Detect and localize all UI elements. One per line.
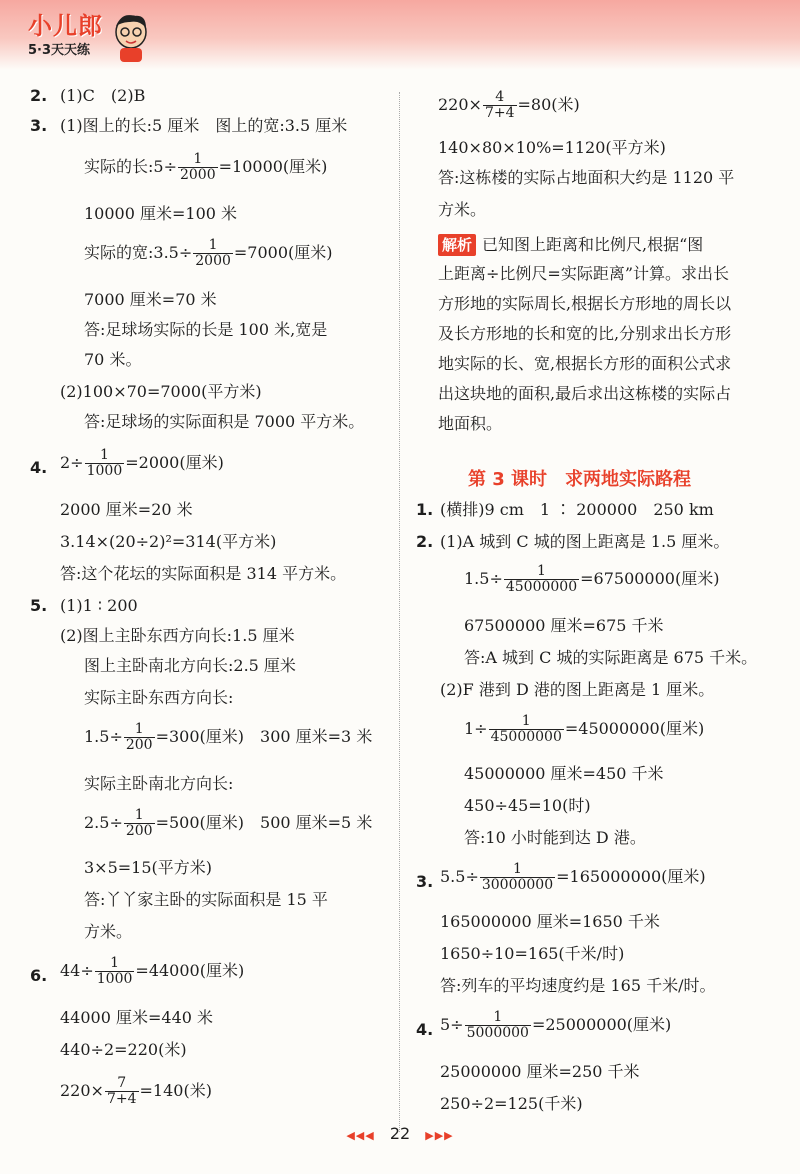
fraction-denominator: 45000000 [490, 729, 562, 745]
answer-line [440, 532, 729, 552]
answer-line [84, 204, 237, 224]
line-text: 45000000 厘米=450 千米 [464, 764, 664, 783]
fraction-numerator: 1 [193, 151, 203, 167]
answer-line [84, 238, 333, 269]
answer-line [438, 294, 731, 314]
fraction-numerator: 1 [110, 955, 120, 971]
line-text: 实际的宽:3.5÷ [84, 243, 193, 262]
answer-line [440, 500, 714, 520]
line-result: =25000000(厘米) [531, 1015, 672, 1034]
answer-line [438, 324, 731, 344]
line-text: 5÷ [440, 1015, 464, 1034]
question-number [30, 116, 47, 136]
fraction-numerator: 1 [537, 563, 546, 579]
page-header [0, 0, 800, 70]
line-text: (1)A 城到 C 城的图上距离是 1.5 厘米。 [440, 532, 730, 551]
line-text: 2. [416, 532, 434, 551]
answer-line [60, 1040, 187, 1060]
fraction [489, 714, 564, 745]
line-text: 2÷ [60, 453, 84, 472]
line-text: 44000 厘米=440 米 [60, 1008, 214, 1027]
answer-line [60, 448, 224, 479]
line-text: 实际的长:5÷ [84, 157, 177, 176]
answer-line [84, 412, 364, 432]
fraction-denominator: 2000 [179, 167, 216, 183]
line-text: 165000000 厘米=1650 千米 [440, 912, 660, 931]
line-text: 答:这栋楼的实际占地面积大约是 1120 平 [438, 168, 735, 187]
answer-line [60, 532, 276, 552]
line-text: 1. [416, 500, 434, 519]
line-text: 图上主卧南北方向长:2.5 厘米 [84, 656, 296, 675]
line-text: 方米。 [438, 200, 487, 219]
line-result: =10000(厘米) [218, 157, 328, 176]
line-text: (2)图上主卧东西方向长:1.5 厘米 [60, 626, 295, 645]
line-text: 2.5÷ [84, 813, 123, 832]
answer-line [84, 320, 327, 340]
answer-line [84, 290, 217, 310]
line-text: 答:A 城到 C 城的实际距离是 675 千米。 [464, 648, 758, 667]
line-result: =165000000(厘米) [556, 867, 706, 886]
column-divider [399, 92, 400, 1132]
line-text: 实际主卧南北方向长: [84, 774, 234, 793]
line-result: =7000(厘米) [233, 243, 333, 262]
line-result: =140(米) [139, 1081, 212, 1100]
answer-line [84, 688, 233, 708]
line-text: 出这块地的面积,最后求出这栋楼的实际占 [438, 384, 732, 403]
fraction-numerator: 1 [521, 713, 531, 729]
answer-line [438, 384, 731, 404]
fraction-numerator: 1 [208, 237, 218, 253]
line-text: 及长方形地的长和宽的比,分别求出长方形 [438, 324, 732, 343]
line-text: 答:足球场的实际面积是 7000 平方米。 [84, 412, 365, 431]
line-text: 67500000 厘米=675 千米 [464, 616, 664, 635]
answer-line [60, 956, 244, 987]
fraction [124, 722, 155, 753]
answer-line [438, 168, 734, 188]
fraction-numerator: 1 [513, 861, 522, 877]
line-result: =2000(厘米) [125, 453, 224, 472]
page-number: 22 [389, 1124, 411, 1143]
line-text: 1÷ [464, 719, 488, 738]
line-text: 140×80×10%=1120(平方米) [438, 138, 666, 157]
answer-line [438, 234, 703, 256]
line-text: (1)1 ∶ 200 [60, 596, 138, 615]
line-text: 6. [30, 966, 48, 985]
fraction [465, 1010, 531, 1041]
answer-line [84, 350, 141, 370]
line-text: 1.5÷ [464, 569, 503, 588]
answer-line [440, 976, 716, 996]
line-text: 4. [30, 458, 48, 477]
fraction [480, 862, 555, 893]
next-arrows-icon: ▶▶▶ [425, 1129, 454, 1142]
line-text: 方米。 [84, 922, 133, 941]
line-text: 地实际的长、宽,根据长方形的面积公式求 [438, 354, 732, 373]
line-text: 答:丫丫家主卧的实际面积是 15 平 [84, 890, 328, 909]
fraction [124, 808, 155, 839]
line-text: 25000000 厘米=250 千米 [440, 1062, 640, 1081]
question-number [416, 872, 433, 892]
line-text: 答:这个花坛的实际面积是 314 平方米。 [60, 564, 347, 583]
question-number [30, 596, 47, 616]
answer-line [84, 656, 296, 676]
answer-line [464, 828, 646, 848]
line-text: 实际主卧东西方向长: [84, 688, 234, 707]
line-text: 70 米。 [84, 350, 142, 369]
fraction [105, 1076, 139, 1107]
fraction [95, 956, 135, 987]
line-text: 250÷2=125(千米) [440, 1094, 583, 1113]
answer-line [438, 200, 486, 220]
line-text: 答:10 小时能到达 D 港。 [464, 828, 646, 847]
line-text: 5. [30, 596, 48, 615]
line-text: 7000 厘米=70 米 [84, 290, 217, 309]
page-footer [0, 1124, 800, 1143]
answer-line [438, 138, 666, 158]
fraction-denominator: 2000 [195, 253, 231, 269]
answer-line [84, 774, 233, 794]
answer-line [84, 922, 132, 942]
answer-line [464, 564, 719, 595]
line-text: 4. [416, 1020, 434, 1039]
fraction-numerator: 1 [99, 447, 109, 463]
line-text: 220× [60, 1081, 104, 1100]
brand-main: 小儿郎 [28, 12, 103, 40]
line-text: 44÷ [60, 961, 94, 980]
fraction-denominator: 5000000 [466, 1025, 529, 1041]
fraction-denominator: 1000 [86, 463, 123, 479]
answer-line [464, 648, 757, 668]
answer-line [84, 722, 372, 753]
answer-line [438, 354, 731, 374]
question-number [416, 500, 433, 520]
fraction [178, 152, 218, 183]
question-number [416, 1020, 433, 1040]
fraction-denominator: 7+4 [106, 1091, 137, 1107]
line-text: 3.14×(20÷2)²=314(平方米) [60, 532, 277, 551]
line-text: 上距离÷比例尺=实际距离”计算。求出长 [438, 264, 729, 283]
fraction-denominator: 200 [125, 737, 153, 753]
line-result: =300(厘米) 300 厘米=3 米 [155, 727, 373, 746]
answer-line [440, 1062, 640, 1082]
answer-line [84, 808, 372, 839]
section-title: 第 3 课时 求两地实际路程 [468, 469, 692, 490]
brand-logo [28, 6, 103, 58]
line-text: 5.5÷ [440, 867, 479, 886]
line-text: 3. [416, 872, 434, 891]
line-text: 3×5=15(平方米) [84, 858, 213, 877]
answer-line [60, 1076, 212, 1107]
line-result: =500(厘米) 500 厘米=5 米 [155, 813, 373, 832]
line-text: 1650÷10=165(千米/时) [440, 944, 625, 963]
answer-line [440, 680, 714, 700]
question-number [30, 966, 47, 986]
answer-line [464, 616, 664, 636]
fraction-denominator: 45000000 [505, 579, 578, 595]
line-result: =44000(厘米) [135, 961, 245, 980]
answer-line [60, 116, 347, 136]
line-text: 1.5÷ [84, 727, 123, 746]
fraction-numerator: 7 [117, 1075, 127, 1091]
fraction-numerator: 1 [134, 721, 144, 737]
line-text: 地面积。 [438, 414, 503, 433]
line-text: (1)图上的长:5 厘米 图上的宽:3.5 厘米 [60, 116, 348, 135]
line-result: =45000000(厘米) [564, 719, 705, 738]
question-number [30, 458, 47, 478]
answer-line [60, 1008, 213, 1028]
line-text: (横排)9 cm 1 ∶ 200000 250 km [440, 500, 714, 519]
fraction [193, 238, 233, 269]
answer-line [440, 1094, 583, 1114]
answer-line [440, 862, 706, 893]
fraction [483, 90, 517, 121]
line-result: =80(米) [517, 95, 580, 114]
analysis-tag: 解析 [438, 234, 476, 256]
fraction-numerator: 1 [493, 1009, 503, 1025]
line-text: (1)C (2)B [60, 86, 146, 105]
line-text: 220× [438, 95, 482, 114]
line-text: 方形地的实际周长,根据长方形地的周长以 [438, 294, 732, 313]
answer-line [60, 382, 262, 402]
fraction-numerator: 4 [495, 89, 505, 105]
line-text: (2)100×70=7000(平方米) [60, 382, 262, 401]
line-text: 10000 厘米=100 米 [84, 204, 238, 223]
answer-line [84, 152, 327, 183]
question-number [30, 86, 47, 106]
fraction-denominator: 7+4 [484, 105, 515, 121]
question-number [416, 532, 433, 552]
answer-line [440, 912, 660, 932]
line-text: 已知图上距离和比例尺,根据“图 [482, 235, 704, 254]
answer-line [60, 500, 193, 520]
mascot-icon [110, 12, 152, 64]
answer-line [440, 1010, 671, 1041]
answer-line [464, 796, 591, 816]
line-text: 2000 厘米=20 米 [60, 500, 193, 519]
answer-line [438, 264, 729, 284]
answer-line [440, 944, 624, 964]
answer-line [84, 858, 212, 878]
fraction-numerator: 1 [134, 807, 144, 823]
line-text: 2. [30, 86, 48, 105]
answer-line [464, 714, 704, 745]
line-text: 答:足球场实际的长是 100 米,宽是 [84, 320, 328, 339]
fraction-denominator: 30000000 [481, 877, 554, 893]
prev-arrows-icon: ◀◀◀ [346, 1129, 375, 1142]
line-text: 答:列车的平均速度约是 165 千米/时。 [440, 976, 716, 995]
line-text: 450÷45=10(时) [464, 796, 591, 815]
answer-line [60, 596, 138, 616]
line-text: 440÷2=220(米) [60, 1040, 187, 1059]
answer-line [438, 414, 502, 434]
answer-line [60, 86, 145, 106]
fraction [504, 564, 579, 595]
answer-line [60, 564, 346, 584]
brand-sub: 5·3天天练 [28, 43, 91, 58]
answer-line [464, 764, 664, 784]
fraction-denominator: 200 [125, 823, 153, 839]
line-text: (2)F 港到 D 港的图上距离是 1 厘米。 [440, 680, 715, 699]
answer-line [60, 626, 295, 646]
fraction [85, 448, 125, 479]
answer-line [438, 90, 580, 121]
fraction-denominator: 1000 [96, 971, 133, 987]
answer-line [84, 890, 328, 910]
line-result: =67500000(厘米) [580, 569, 720, 588]
line-text: 3. [30, 116, 48, 135]
